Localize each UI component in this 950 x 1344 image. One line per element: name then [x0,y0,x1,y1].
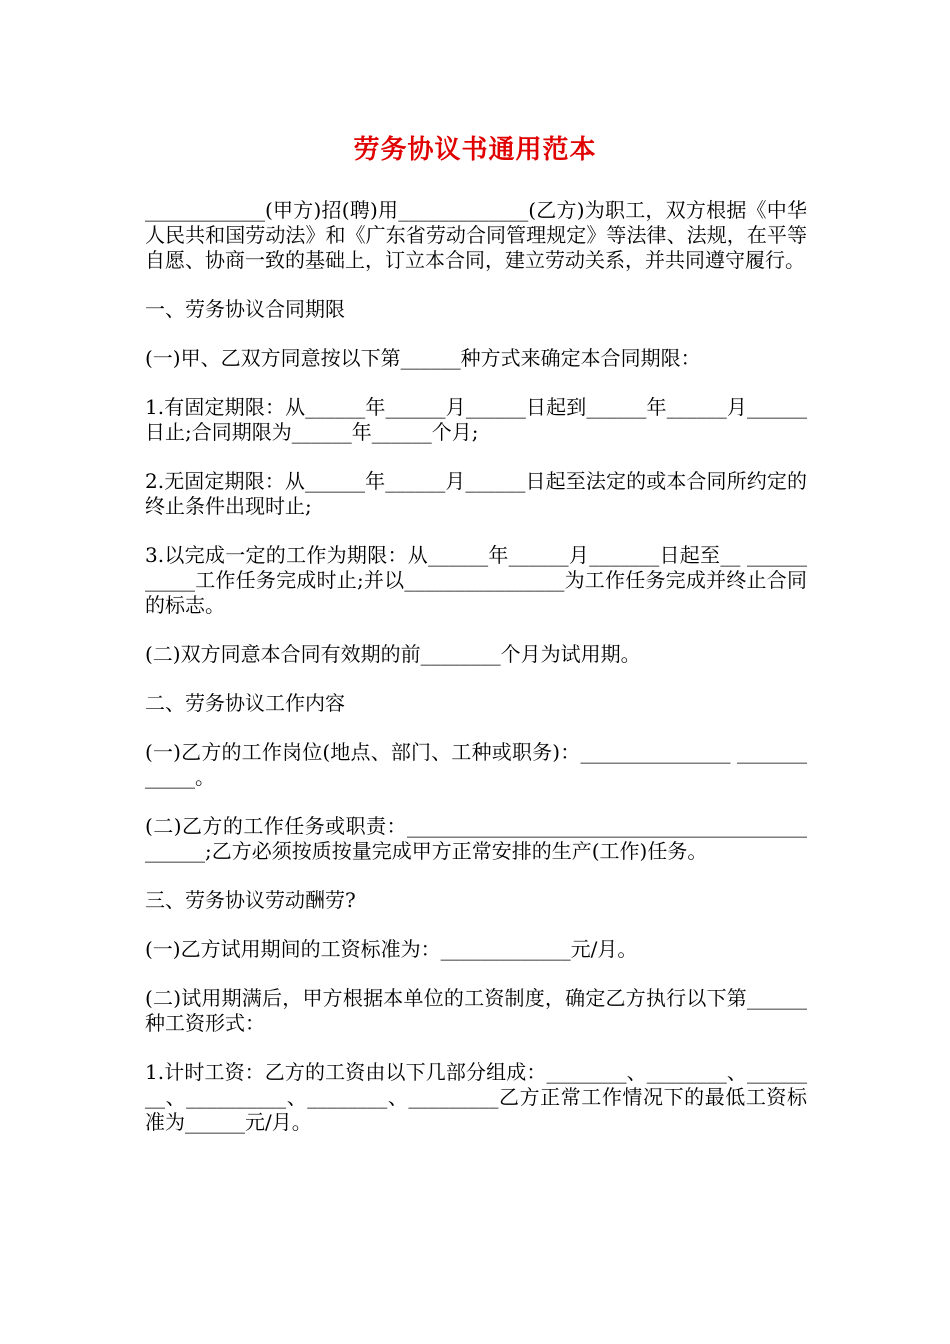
section-heading-3: 三、劳务协议劳动酬劳? [145,888,356,912]
section-heading-1: 一、劳务协议合同期限 [145,297,345,321]
clause-1-1-option-2: 2.无固定期限：从______年______月______日起至法定的或本合同所约定的终止条件出现时止; [145,469,807,518]
section-heading-2: 二、劳务协议工作内容 [145,691,345,715]
clause-3-2: (二)试用期满后，甲方根据本单位的工资制度，确定乙方执行以下第______种工资形式： [145,986,807,1035]
clause-3-2-option-1: 1.计时工资：乙方的工资由以下几部分组成：________、________、________、__________、________、_________乙方正常工作情况下的最低工资标准为______元/月。 [145,1060,807,1134]
document-title: 劳务协议书通用范本 [353,135,597,165]
document-body [145,198,807,1159]
clause-1-2: (二)双方同意本合同有效期的前________个月为试用期。 [145,642,641,666]
clause-1-1: (一)甲、乙双方同意按以下第______种方式来确定本合同期限： [145,346,701,370]
clause-2-2: (二)乙方的工作任务或职责：______________________________________________;乙方必须按质按量完成甲方正常安排的生产(工作)任务。 [145,814,807,863]
clause-3-1: (一)乙方试用期间的工资标准为：_____________元/月。 [145,937,638,961]
intro-paragraph: ____________(甲方)招(聘)用_____________(乙方)为职工，双方根据《中华人民共和国劳动法》和《广东省劳动合同管理规定》等法律、法规，在平等自愿、协商一致的基础上，订立本合同，建立劳动关系，并共同遵守履行。 [145,198,807,272]
clause-2-1: (一)乙方的工作岗位(地点、部门、工种或职务)：_______________ ____________。 [145,740,807,789]
clause-1-1-option-1: 1.有固定期限：从______年______月______日起到______年______月______日止;合同期限为______年______个月; [145,395,807,444]
clause-1-1-option-3: 3.以完成一定的工作为期限：从______年______月_______日起至__ ___________工作任务完成时止;并以________________为工作任务完成并终止合同的标志。 [145,543,807,617]
